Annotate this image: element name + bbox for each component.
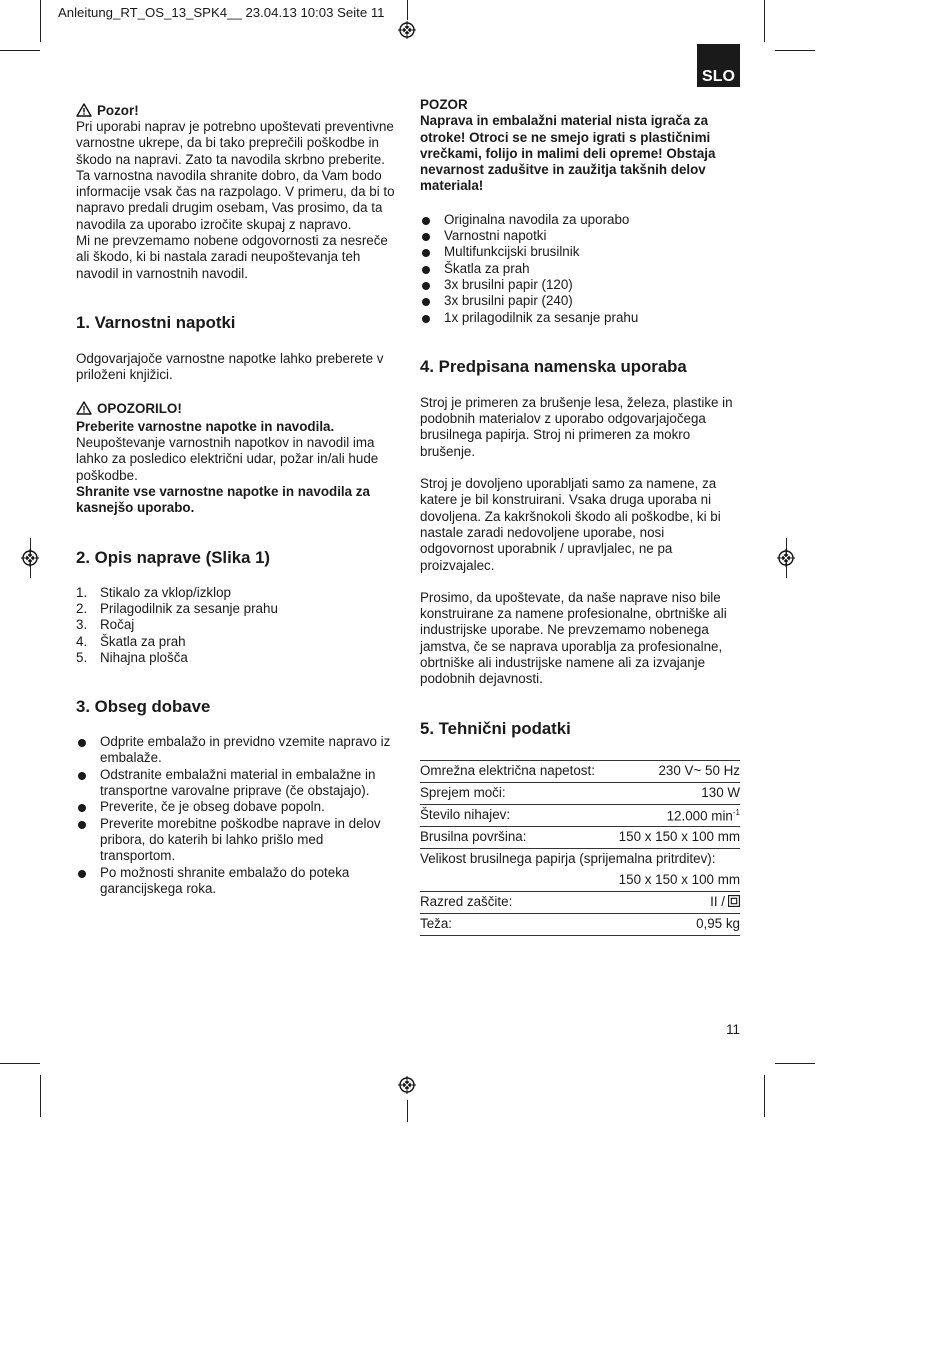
list-item — [76, 634, 401, 650]
crop-mark — [0, 1063, 40, 1064]
table-row — [420, 913, 740, 935]
spec-value: 150 x 150 x 100 mm — [618, 871, 740, 887]
list-item-text: Stikalo za vklop/izklop — [100, 584, 231, 600]
section-1-text: Odgovarjajoče varnostne napotke lahko preberete v priloženi knjižici. — [76, 350, 384, 383]
list-item: Po možnosti shranite embalažo do poteka garancijskega roka. — [76, 865, 401, 898]
spec-value: 230 V~ 50 Hz — [609, 760, 740, 782]
warning-triangle-icon — [76, 103, 92, 117]
registration-mark-icon — [398, 1076, 416, 1094]
table-row — [420, 870, 740, 892]
warning-bold-1: Preberite varnostne napotke in navodila. — [76, 418, 335, 434]
list-item: Preverite, če je obseg dobave popoln. — [76, 799, 401, 815]
table-row — [420, 891, 740, 913]
print-header: Anleitung_RT_OS_13_SPK4__ 23.04.13 10:03 Seite 11 — [58, 5, 385, 20]
protection-class-icon — [728, 895, 740, 907]
warning-triangle-icon — [76, 401, 92, 415]
list-item: Škatla za prah — [420, 261, 740, 277]
list-item: Preverite morebitne poškodbe naprave in delov pribora, do katerih bi lahko prišlo med transportom. — [76, 816, 401, 865]
list-item: 1x prilagodilnik za sesanje prahu — [420, 310, 740, 326]
delivery-steps-list — [76, 734, 401, 897]
crop-mark — [764, 1075, 765, 1117]
device-parts-list — [76, 585, 401, 666]
liability-text: Mi ne prevzemamo nobene odgovornosti za nesreče ali škodo, ki bi nastala zaradi neupoštevanja teh navodil in varnostnih navodil. — [76, 233, 388, 281]
language-badge-label: SLO — [702, 68, 735, 85]
list-item-number: 2. — [76, 600, 88, 616]
list-item — [76, 617, 401, 633]
table-row — [420, 760, 740, 782]
list-item: 3x brusilni papir (120) — [420, 277, 740, 293]
list-item-text: Prilagodilnik za sesanje prahu — [100, 600, 278, 616]
included-items-list — [420, 212, 740, 326]
registration-mark-icon — [398, 21, 416, 39]
list-item-number: 1. — [76, 584, 88, 600]
language-badge — [697, 44, 740, 87]
list-item-text: Nihajna plošča — [100, 649, 188, 665]
spec-label: Število nihajev: — [420, 804, 609, 826]
spec-label: Teža: — [420, 913, 609, 935]
spec-label: Brusilna površina: — [420, 826, 609, 848]
spec-value: 130 W — [609, 782, 740, 804]
spec-value-text: II / — [710, 893, 725, 909]
section-3-title: 3. Obseg dobave — [76, 697, 211, 717]
spec-value-number: 12.000 min — [666, 808, 733, 824]
registration-mark-icon — [777, 549, 795, 567]
section-5-title: 5. Tehnični podatki — [420, 718, 571, 738]
pozor-right-text: Naprava in embalažni material nista igrača za otroke! Otroci se ne smejo igrati s plastičnimi vrečkami, folijo in malimi deli opreme! Obstaja nevarnost zadušitve in zaužitja takšnih delov materiala! — [420, 113, 716, 194]
table-row — [420, 848, 740, 870]
list-item: Originalna navodila za uporabo — [420, 212, 740, 228]
section-4-paragraph-3: Prosimo, da upoštevate, da naše naprave niso bile konstruirane za namene profesionalne, obrtniške ali industrijske uporabe. Ne prevzemamo nobenega jamstva, če se naprava uporablja za profesionalne, obrtniške ali industrijske namene ali za izvajanje podobnih dejavnosti. — [420, 589, 727, 687]
warning-heading — [76, 401, 401, 417]
warning-text: Neupoštevanje varnostnih napotkov in navodil ima lahko za posledico električni udar, požar in/ali hude poškodbe. — [76, 435, 379, 483]
warning-title: OPOZORILO! — [97, 400, 182, 416]
section-4-title: 4. Predpisana namenska uporaba — [420, 356, 687, 376]
table-row — [420, 826, 740, 848]
list-item-number: 5. — [76, 649, 88, 665]
registration-mark-icon — [21, 549, 39, 567]
right-column — [420, 97, 740, 936]
list-item: Multifunkcijski brusilnik — [420, 244, 740, 260]
section-2-title: 2. Opis naprave (Slika 1) — [76, 547, 271, 567]
spec-label: Velikost brusilnega papirja (sprijemalna pritrditev): — [420, 848, 740, 870]
crop-mark — [764, 0, 765, 42]
crop-mark — [407, 1100, 408, 1122]
pozor-heading — [76, 103, 401, 119]
technical-data-table — [420, 760, 740, 936]
crop-mark — [40, 0, 41, 42]
list-item-number: 3. — [76, 617, 88, 633]
pozor-text: Pri uporabi naprav je potrebno upoštevati preventivne varnostne ukrepe, da bi tako preprečili poškodbe in škodo na napravi. Zato ta navodila skrbno preberite. Ta varnostna navodila shranite dobro, da Vam bodo informacije vsak čas na razpolago. V primeru, da bi to napravo predali drugim osebam, Vas prosimo, da ta navodila za uporabo izročite skupaj z napravo. — [76, 119, 395, 232]
list-item — [76, 585, 401, 601]
spec-label: Sprejem moči: — [420, 782, 609, 804]
list-item: 3x brusilni papir (240) — [420, 293, 740, 309]
list-item — [76, 650, 401, 666]
list-item — [76, 601, 401, 617]
crop-mark — [775, 50, 815, 51]
list-item: Odprite embalažo in previdno vzemite napravo iz embalaže. — [76, 734, 401, 767]
crop-mark — [407, 0, 408, 20]
list-item-text: Ročaj — [100, 617, 135, 633]
left-column — [76, 103, 401, 897]
pozor-right-title: POZOR — [420, 97, 468, 112]
pozor-title: Pozor! — [97, 103, 139, 118]
list-item: Odstranite embalažni material in embalažne in transportne varovalne priprave (če obstajajo). — [76, 767, 401, 800]
list-item: Varnostni napotki — [420, 228, 740, 244]
crop-mark — [40, 1075, 41, 1117]
page-number: 11 — [726, 1022, 740, 1037]
spec-label: Razred zaščite: — [420, 891, 609, 913]
spec-value — [609, 891, 740, 913]
list-item-number: 4. — [76, 633, 88, 649]
spec-value: 150 x 150 x 100 mm — [609, 826, 740, 848]
spec-value-superscript: -1 — [732, 808, 740, 818]
section-1-title: 1. Varnostni napotki — [76, 312, 236, 332]
section-4-paragraph-2: Stroj je dovoljeno uporabljati samo za namene, za katere je bil konstruirani. Vsaka druga uporaba ni dovoljena. Za kakršnokoli škodo ali poškodbe, ki bi nastale zaradi nedovoljene uporabe, nosi odgovornost uporabnik / upravljalec, ne pa proizvajalec. — [420, 476, 721, 573]
spec-value — [609, 804, 740, 826]
crop-mark — [775, 1063, 815, 1064]
list-item-text: Škatla za prah — [100, 633, 186, 649]
spec-label: Omrežna električna napetost: — [420, 760, 609, 782]
crop-mark — [0, 50, 40, 51]
table-row — [420, 804, 740, 826]
warning-bold-2: Shranite vse varnostne napotke in navodila za kasnejšo uporabo. — [76, 484, 370, 516]
section-4-paragraph-1: Stroj je primeren za brušenje lesa, železa, plastike in podobnih materialov z uporabo odgovarjajočega brusilnega papirja. Stroj ni primeren za mokro brušenje. — [420, 394, 733, 459]
spec-value: 0,95 kg — [609, 913, 740, 935]
table-row — [420, 782, 740, 804]
